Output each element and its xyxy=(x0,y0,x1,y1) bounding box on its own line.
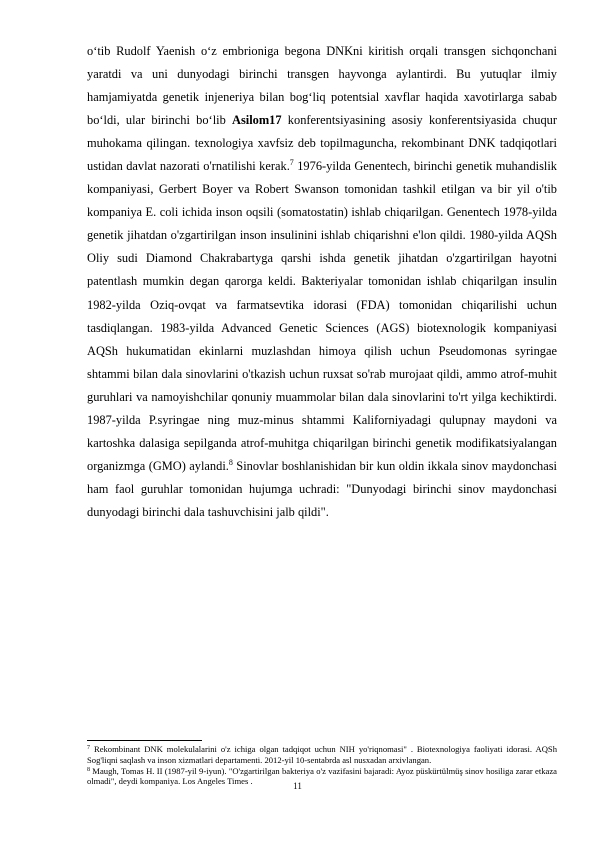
body-text-segment: Sinovlar boshlanishidan bir kun oldin ikkala sinov maydonchasi ham faol guruhlar tomonidan hujumga uchradi: "Dunyodagi birinchi sinov maydonchasi dunyodagi birinchi dala tashuvchisini jalb qildi". xyxy=(87,458,557,519)
footnote-reference[interactable]: 7 xyxy=(289,158,294,168)
footnote-text: Rekombinant DNK molekulalarini o'z ichiga olgan tadqiqot uchun NIH yo'riqnomasi" . Biotexnologiya faoliyati idorasi. AQSh Sog'liqni saqlash va inson xizmatlari departamenti. 2012-yil 10-sentabrda asl nusxadan arxivlangan. xyxy=(87,744,557,765)
page-number: 11 xyxy=(293,781,302,791)
body-paragraph xyxy=(87,40,557,524)
footnote-reference[interactable]: 8 xyxy=(228,457,233,467)
bold-reference: Asilom17 xyxy=(232,113,282,128)
footnote-separator xyxy=(87,740,202,741)
footnote-mark: 7 xyxy=(87,745,90,751)
footnote-mark: 8 xyxy=(87,766,90,773)
footnote xyxy=(87,744,557,766)
body-text-segment: o‘tib Rudolf Yaenish o‘z embrioniga begona DNKni kiritish orqali transgen sichqonchani yaratdi va uni dunyodagi birinchi transgen hayvonga aylantirdi. Bu yutuqlar ilmiy hamjamiyatda genetik injeneriya bilan bog‘liq potentsial xavflar haqida xavotirlarga sabab bo‘ldi, ular birinchi bo‘lib xyxy=(87,44,557,128)
body-text-segment: konferentsiyasining asosiy konferentsiyasida chuqur muhokama qilingan. texnologiya xavfsiz deb topilmaguncha, rekombinant DNK tadqiqotlari ustidan davlat nazorati o'rnatilishi kerak. xyxy=(87,113,557,174)
footnote-text: Maugh, Tomas H. II (1987-yil 9-iyun). "O'zgartirilgan bakteriya o'z vazifasini bajaradi: Ayoz püskürtülmüş sinov hosiliga zarar etkaza olmadi", deydi kompaniya. Los Angeles Times . xyxy=(87,765,557,787)
body-text-segment: 1976-yilda Genentech, birinchi genetik muhandislik kompaniyasi, Gerbert Boyer va Robert Swanson tomonidan tashkil etilgan va bir yil o'tib kompaniya E. coli ichida inson oqsili (somatostatin) ishlab chiqarilgan. Genentech 1978-yilda genetik jihatdan o'zgartirilgan inson insulinini ishlab chiqarishni e'lon qildi. 1980-yilda AQSh Oliy sudi Diamond Chakrabartyga qarshi ishda genetik jihatdan o'zgartirilgan hayotni patentlash mumkin degan qarorga keldi. Bakteriyalar tomonidan ishlab chiqarilgan insulin 1982-yilda Oziq-ovqat va farmatsevtika idorasi (FDA) tomonidan chiqarilishi uchun tasdiqlangan. 1983-yilda Advanced Genetic Sciences (AGS) biotexnologik kompaniyasi AQSh hukumatidan ekinlarni muzlashdan himoya qilish uchun Pseudomonas syringae shtammi bilan dala sinovlarini o'tkazish uchun ruxsat so'rab murojaat qildi, ammo atrof-muhit guruhlari va namoyishchilar qonuniy muammolar bilan dala sinovlarini to'rt yilga kechiktirdi. 1987-yilda P.syringae ning muz-minus shtammi Kaliforniyadagi qulupnay maydoni va kartoshka dalasiga sepilganda atrof-muhitga chiqarilgan birinchi genetik modifikatsiyalangan organizmga (GMO) aylandi. xyxy=(87,159,557,473)
